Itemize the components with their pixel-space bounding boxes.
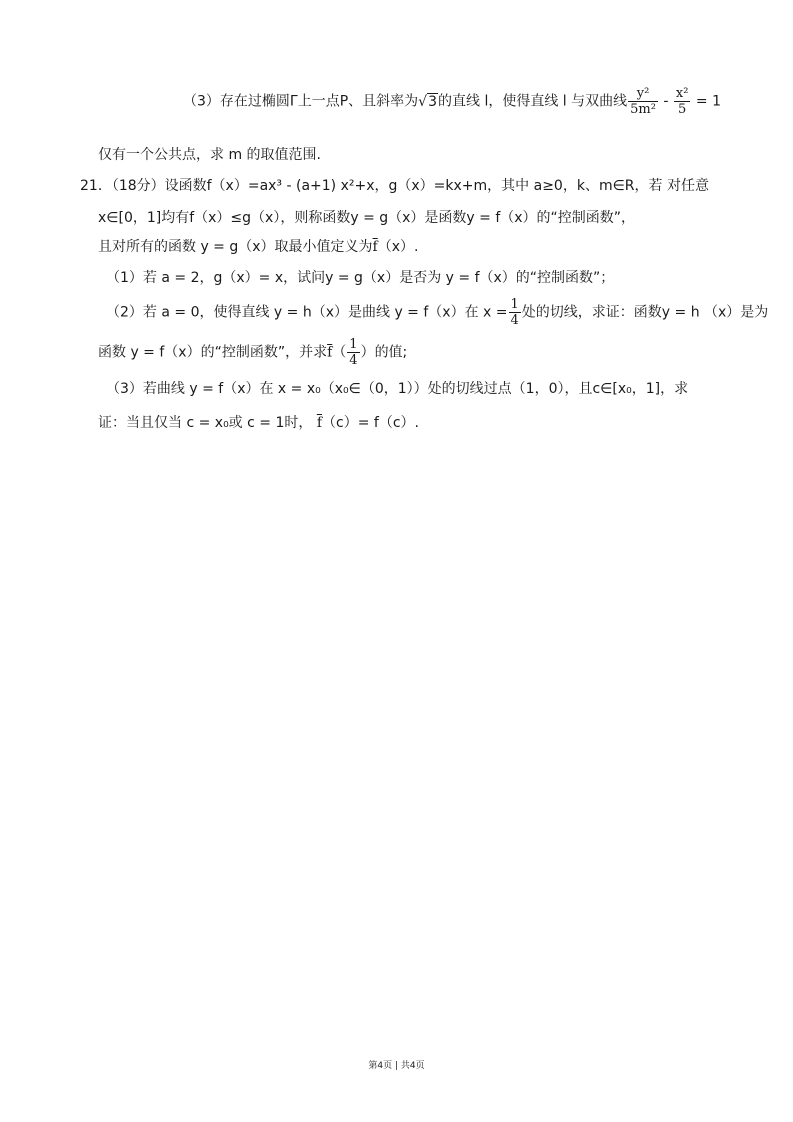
f-bar-symbol: $\overline{f}$: [372, 239, 378, 255]
quarter-frac-2: $\frac{1}{4}$: [349, 337, 358, 368]
quarter-frac: $\frac{1}{4}$: [510, 297, 519, 328]
q21-part3-line1: （3）若曲线 y = f（x）在 x = x₀（x₀∈（0，1））处的切线过点（1，0），且c∈[x₀，1]，求: [106, 381, 689, 397]
q20-part3-line: （3）存在过椭圆Γ上一点P、且斜率为√3的直线 l，使得直线 l 与双曲线 $\frac{\text{y²}}{\text{5m²}}$ - $\frac{\text{x²}}{5}$ = 1: [183, 86, 721, 117]
hyperbola-frac-1: $\frac{\text{y²}}{\text{5m²}}$: [630, 86, 656, 117]
hyperbola-frac-2: $\frac{\text{x²}}{5}$: [675, 86, 689, 117]
q21-part3-line2: 证：当且仅当 c = x₀或 c = 1时， $\overline{f}(c)= f(c)$.: [98, 415, 419, 431]
hyperbola-eq: = 1: [691, 93, 721, 110]
q21-part1: （1）若 a = 2，g（x）= x，试问y = g（x）是否为 y = f（x）的“控制函数”；: [106, 270, 615, 286]
q21-line3: 且对所有的函数 y = g（x）取最小值定义为$\overline{f}(x)$.: [98, 239, 419, 255]
q21-part2-line1: （2）若 a = 0，使得直线 y = h（x）是曲线 y = f（x）在 x = $\frac{1}{4}$ 处的切线，求证：函数y = h （x）是为: [106, 297, 769, 328]
q21-line1: 21．（18分）设函数f（x）=ax³ - (a+1) x²+x，g（x）=kx+m，其中 a≥0，k、m∈R，若 对任意: [80, 178, 709, 194]
q20-continuation: 仅有一个公共点，求 m 的取值范围.: [98, 147, 321, 163]
q20-part3-text-b: 的直线 l，使得直线 l 与双曲线: [438, 93, 628, 110]
q21-part2-line2: 函数 y = f（x）的“控制函数”，并求$\overline{f}$（ $\frac{1}{4}$ ）的值;: [98, 337, 408, 368]
page-footer: 第4页 | 共4页: [368, 1061, 425, 1071]
sqrt3-symbol: √3: [418, 93, 437, 110]
q20-part3-text-a: （3）存在过椭圆Γ上一点P、且斜率为: [183, 93, 419, 110]
q21-line2: x∈[0，1]均有f（x）≤g（x），则称函数y = g（x）是函数y = f（x）的“控制函数”，: [98, 210, 636, 226]
